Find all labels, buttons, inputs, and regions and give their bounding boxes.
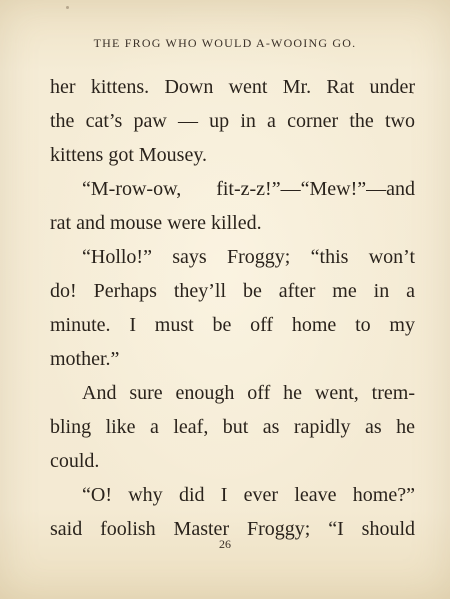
- text-line: “O! why did I ever leave home?”: [82, 484, 415, 506]
- body-text: [50, 70, 415, 546]
- text-line: do! Perhaps they’ll be after me in a: [50, 280, 415, 302]
- text-line: her kittens. Down went Mr. Rat under: [50, 76, 415, 98]
- page-number: 26: [219, 537, 231, 551]
- text-line: And sure enough off he went, trem-: [82, 382, 415, 404]
- text-line: rat and mouse were killed.: [50, 212, 262, 234]
- text-line: “M-row-ow, fit-z-z!”—“Mew!”—and: [82, 178, 415, 200]
- text-line: bling like a leaf, but as rapidly as he: [50, 416, 415, 438]
- text-line: minute. I must be off home to my: [50, 314, 415, 336]
- text-line: mother.”: [50, 348, 120, 370]
- text-line: could.: [50, 450, 100, 472]
- text-line: the cat’s paw — up in a corner the two: [50, 110, 415, 132]
- paper-speck: [66, 6, 69, 9]
- running-head: THE FROG WHO WOULD A-WOOING GO.: [93, 36, 357, 50]
- text-line: “Hollo!” says Froggy; “this won’t: [82, 246, 415, 268]
- text-line: kittens got Mousey.: [50, 144, 208, 166]
- text-line: said foolish Master Froggy; “I should: [50, 518, 415, 540]
